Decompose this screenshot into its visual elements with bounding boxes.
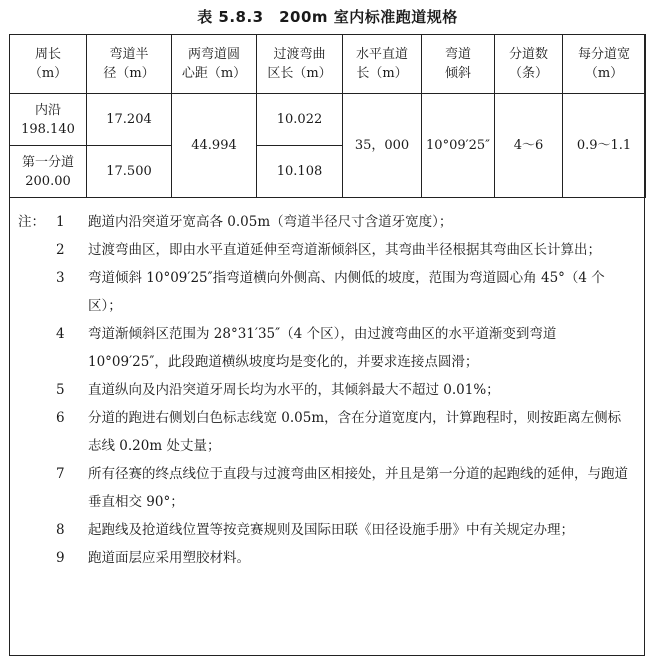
header-row xyxy=(10,35,646,94)
note-item xyxy=(18,404,630,460)
note-number: 9 xyxy=(56,550,65,566)
perimeter-value: 200.00 xyxy=(25,173,71,189)
center-distance-cell: 44.994 xyxy=(172,94,257,198)
header-lane-width: 每分道宽 （m） xyxy=(563,35,646,94)
note-number: 3 xyxy=(56,270,65,286)
note-item xyxy=(18,516,630,544)
note-number: 4 xyxy=(56,326,65,342)
radius-cell: 17.204 xyxy=(87,94,172,146)
note-text: 弯道倾斜 10°09′25″指弯道横向外侧高、内侧低的坡度，范围为弯道圆心角 45°（4 个区）； xyxy=(88,270,605,314)
perimeter-cell xyxy=(10,94,87,146)
bank-cell: 10°09′25″ xyxy=(422,94,495,198)
radius-cell: 17.500 xyxy=(87,146,172,198)
notes-section xyxy=(18,208,630,572)
note-text: 分道的跑进右侧划白色标志线宽 0.05m，含在分道宽度内，计算跑程时，则按距离左侧标志线 0.20m 处丈量； xyxy=(88,410,622,454)
header-radius: 弯道半 径（m） xyxy=(87,35,172,94)
note-number: 5 xyxy=(56,382,65,398)
note-number: 1 xyxy=(56,214,65,230)
note-item xyxy=(18,460,630,516)
note-number: 6 xyxy=(56,410,65,426)
perimeter-label: 第一分道 xyxy=(21,154,74,170)
perimeter-value: 198.140 xyxy=(21,121,75,137)
track-spec-table xyxy=(9,34,646,198)
straight-length-cell: 35，000 xyxy=(343,94,422,198)
table-title: 表 5.8.3 200m 室内标准跑道规格 xyxy=(197,8,458,26)
note-item xyxy=(18,376,630,404)
lane-width-cell: 0.9～1.1 xyxy=(563,94,646,198)
header-bank: 弯道 倾斜 xyxy=(422,35,495,94)
header-center-distance: 两弯道圆 心距（m） xyxy=(172,35,257,94)
note-text: 弯道渐倾斜区范围为 28°31′35″（4 个区），由过渡弯曲区的水平道渐变到弯道 10°09′25″，此段跑道横纵坡度均是变化的，并要求连接点圆滑； xyxy=(88,326,557,370)
header-transition-length: 过渡弯曲 区长（m） xyxy=(257,35,343,94)
note-text: 直道纵向及内沿突道牙周长均为水平的，其倾斜最大不超过 0.01%； xyxy=(88,382,500,398)
note-number: 7 xyxy=(56,466,65,482)
header-lanes: 分道数 （条） xyxy=(495,35,563,94)
note-number: 2 xyxy=(56,242,65,258)
notes-label: 注： xyxy=(18,214,45,230)
note-item xyxy=(18,208,630,236)
note-item xyxy=(18,544,630,572)
perimeter-label: 内沿 xyxy=(34,102,61,118)
note-text: 起跑线及抢道线位置等按竞赛规则及国际田联《田径设施手册》中有关规定办理； xyxy=(88,522,574,538)
transition-length-cell: 10.108 xyxy=(257,146,343,198)
note-text: 跑道内沿突道牙宽高各 0.05m（弯道半径尺寸含道牙宽度）； xyxy=(88,214,453,230)
note-item xyxy=(18,264,630,320)
note-item xyxy=(18,320,630,376)
transition-length-cell: 10.022 xyxy=(257,94,343,146)
lanes-cell: 4～6 xyxy=(495,94,563,198)
perimeter-cell xyxy=(10,146,87,198)
note-text: 所有径赛的终点线位于直段与过渡弯曲区相接处，并且是第一分道的起跑线的延伸，与跑道垂直相交 90°； xyxy=(88,466,628,510)
note-text: 过渡弯曲区，即由水平直道延伸至弯道渐倾斜区，其弯曲半径根据其弯曲区长计算出； xyxy=(88,242,601,258)
header-straight-length: 水平直道 长（m） xyxy=(343,35,422,94)
note-item xyxy=(18,236,630,264)
note-text: 跑道面层应采用塑胶材料。 xyxy=(88,550,250,566)
table-row xyxy=(10,94,646,146)
header-perimeter: 周长 （m） xyxy=(10,35,87,94)
note-number: 8 xyxy=(56,522,65,538)
